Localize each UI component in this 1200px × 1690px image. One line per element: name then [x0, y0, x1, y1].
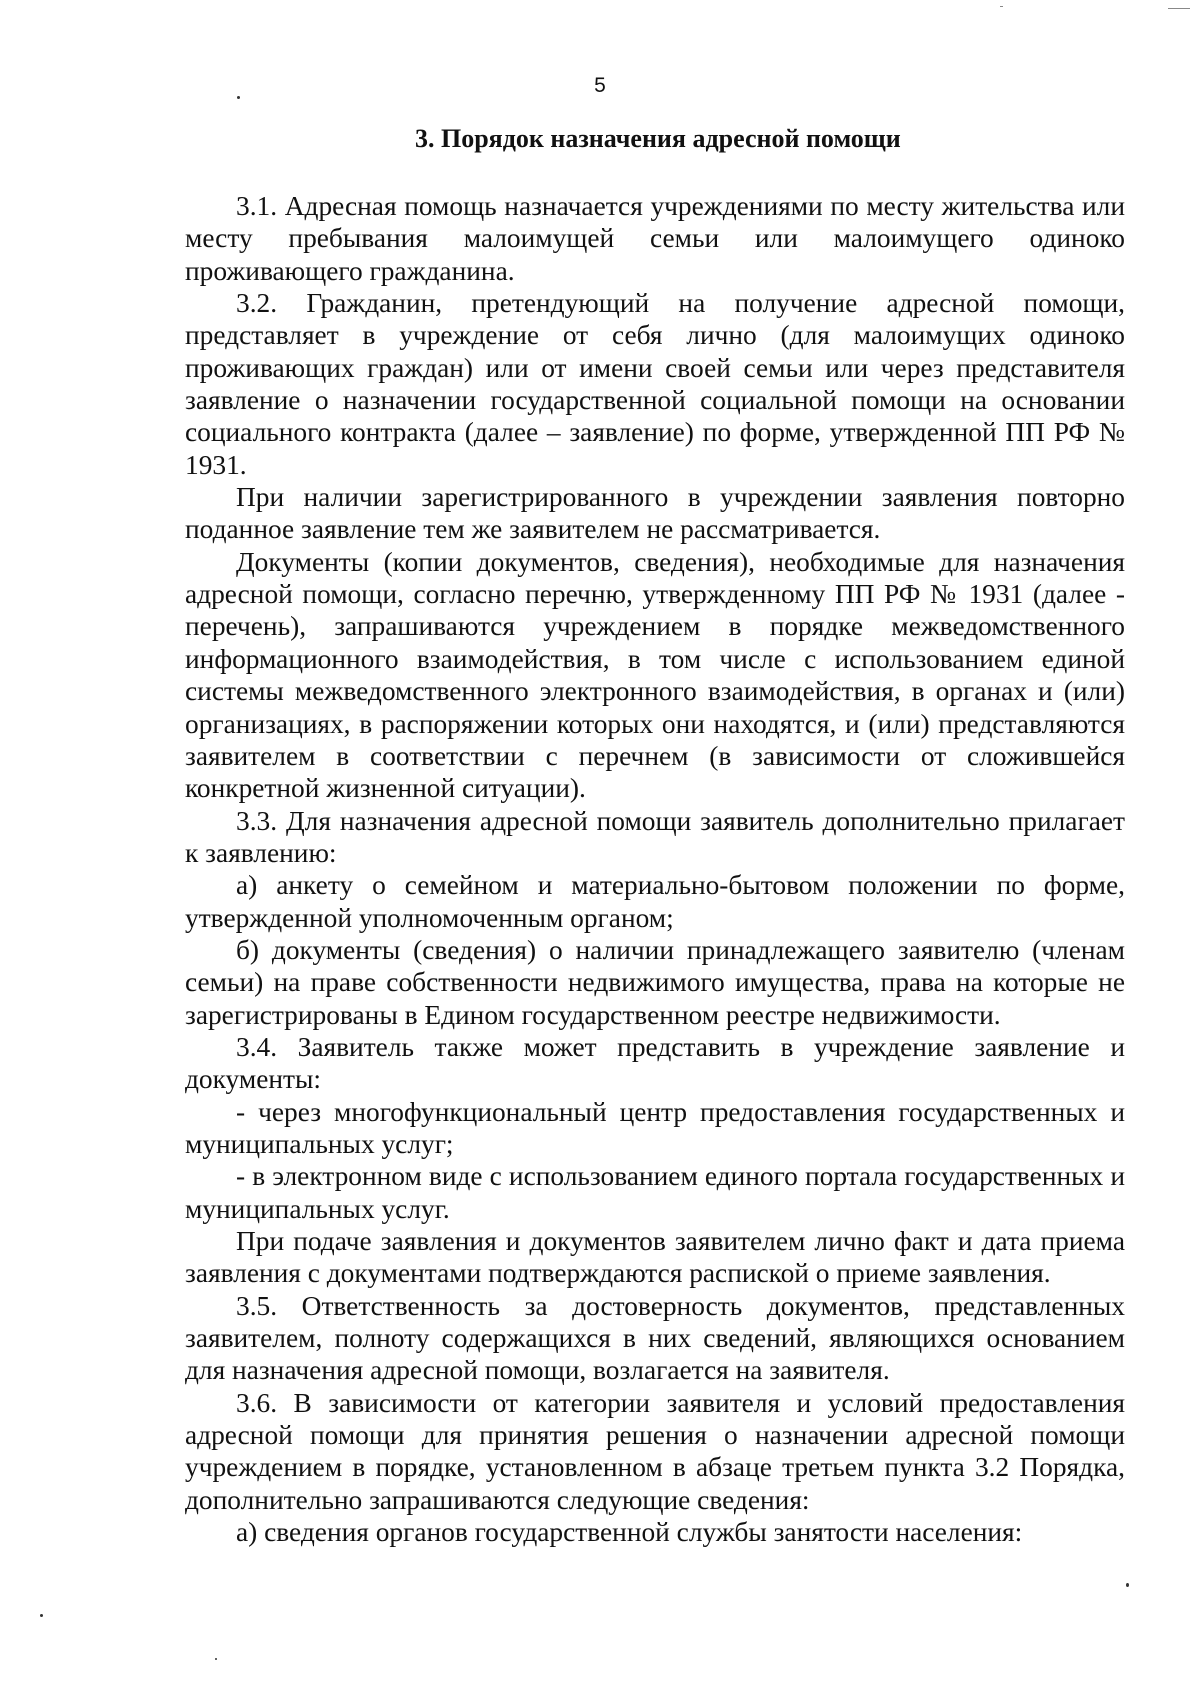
- scan-line: [1168, 8, 1190, 9]
- paragraph-3-6: 3.6. В зависимости от категории заявителя и условий предоставления адресной помощи для принятия решения о назначении адресной помощи учреждением в порядке, установленном в абзаце третьем пункта 3.2 Порядка, дополнительно запрашиваются следующие сведения:: [185, 1387, 1125, 1515]
- scan-speck: [40, 1614, 43, 1617]
- paragraph-repeat-application: При наличии зарегистрированного в учреждении заявления повторно поданное заявление тем же заявителем не рассматривается.: [185, 482, 1125, 545]
- paragraph-3-1: 3.1. Адресная помощь назначается учреждениями по месту жительства или месту пребывания малоимущей семьи или малоимущего одиноко проживающего гражданина.: [185, 191, 1125, 286]
- list-item-b-property: б) документы (сведения) о наличии принадлежащего заявителю (членам семьи) на праве собственности недвижимого имущества, права на которые не зарегистрированы в Едином государственном реестре недвижимости.: [185, 934, 1125, 1030]
- scan-speck: [215, 1658, 217, 1660]
- paragraph-3-4: 3.4. Заявитель также может представить в учреждение заявление и документы:: [185, 1031, 1125, 1095]
- paragraph-3-2: 3.2. Гражданин, претендующий на получение адресной помощи, представляет в учреждение от себя лично (для малоимущих одиноко проживающих граждан) или от имени своей семьи или через представителя заявление о назначении государственной социальной помощи на основании социального контракта (далее – заявление) по форме, утвержденной ПП РФ № 1931.: [185, 288, 1125, 480]
- list-item-mfc: - через многофункциональный центр предоставления государственных и муниципальных услуг;: [185, 1096, 1125, 1159]
- paragraph-receipt: При подаче заявления и документов заявителем лично факт и дата приема заявления с документами подтверждаются распиской о приеме заявления.: [185, 1226, 1125, 1289]
- paragraph-3-5: 3.5. Ответственность за достоверность документов, представленных заявителем, полноту содержащихся в них сведений, являющихся основанием для назначения адресной помощи, возлагается на заявителя.: [185, 1290, 1125, 1386]
- scan-speck: [1126, 1583, 1129, 1587]
- list-item-a-questionnaire: а) анкету о семейном и материально-бытовом положении по форме, утвержденной уполномоченным органом;: [185, 870, 1125, 933]
- list-item-a-employment: а) сведения органов государственной службы занятости населения:: [236, 1517, 1023, 1548]
- paragraph-3-3: 3.3. Для назначения адресной помощи заявитель дополнительно прилагает к заявлению:: [185, 805, 1125, 868]
- list-item-portal: - в электронном виде с использованием единого портала государственных и муниципальных услуг.: [185, 1161, 1125, 1224]
- scan-speck: [237, 96, 240, 99]
- section-title: 3. Порядок назначения адресной помощи: [415, 124, 901, 153]
- document-body: [185, 122, 1125, 1548]
- paragraph-documents: Документы (копии документов, сведения), необходимые для назначения адресной помощи, согласно перечню, утвержденному ПП РФ № 1931 (далее - перечень), запрашиваются учреждением в порядке межведомственного информационного взаимодействия, в том числе с использованием единой системы межведомственного электронного взаимодействия, в органах и (или) организациях, в распоряжении которых они находятся, и (или) представляются заявителем в соответствии с перечнем (в зависимости от сложившейся конкретной жизненной ситуации).: [185, 546, 1125, 804]
- scan-line: [1000, 6, 1003, 7]
- page-number: 5: [594, 74, 606, 97]
